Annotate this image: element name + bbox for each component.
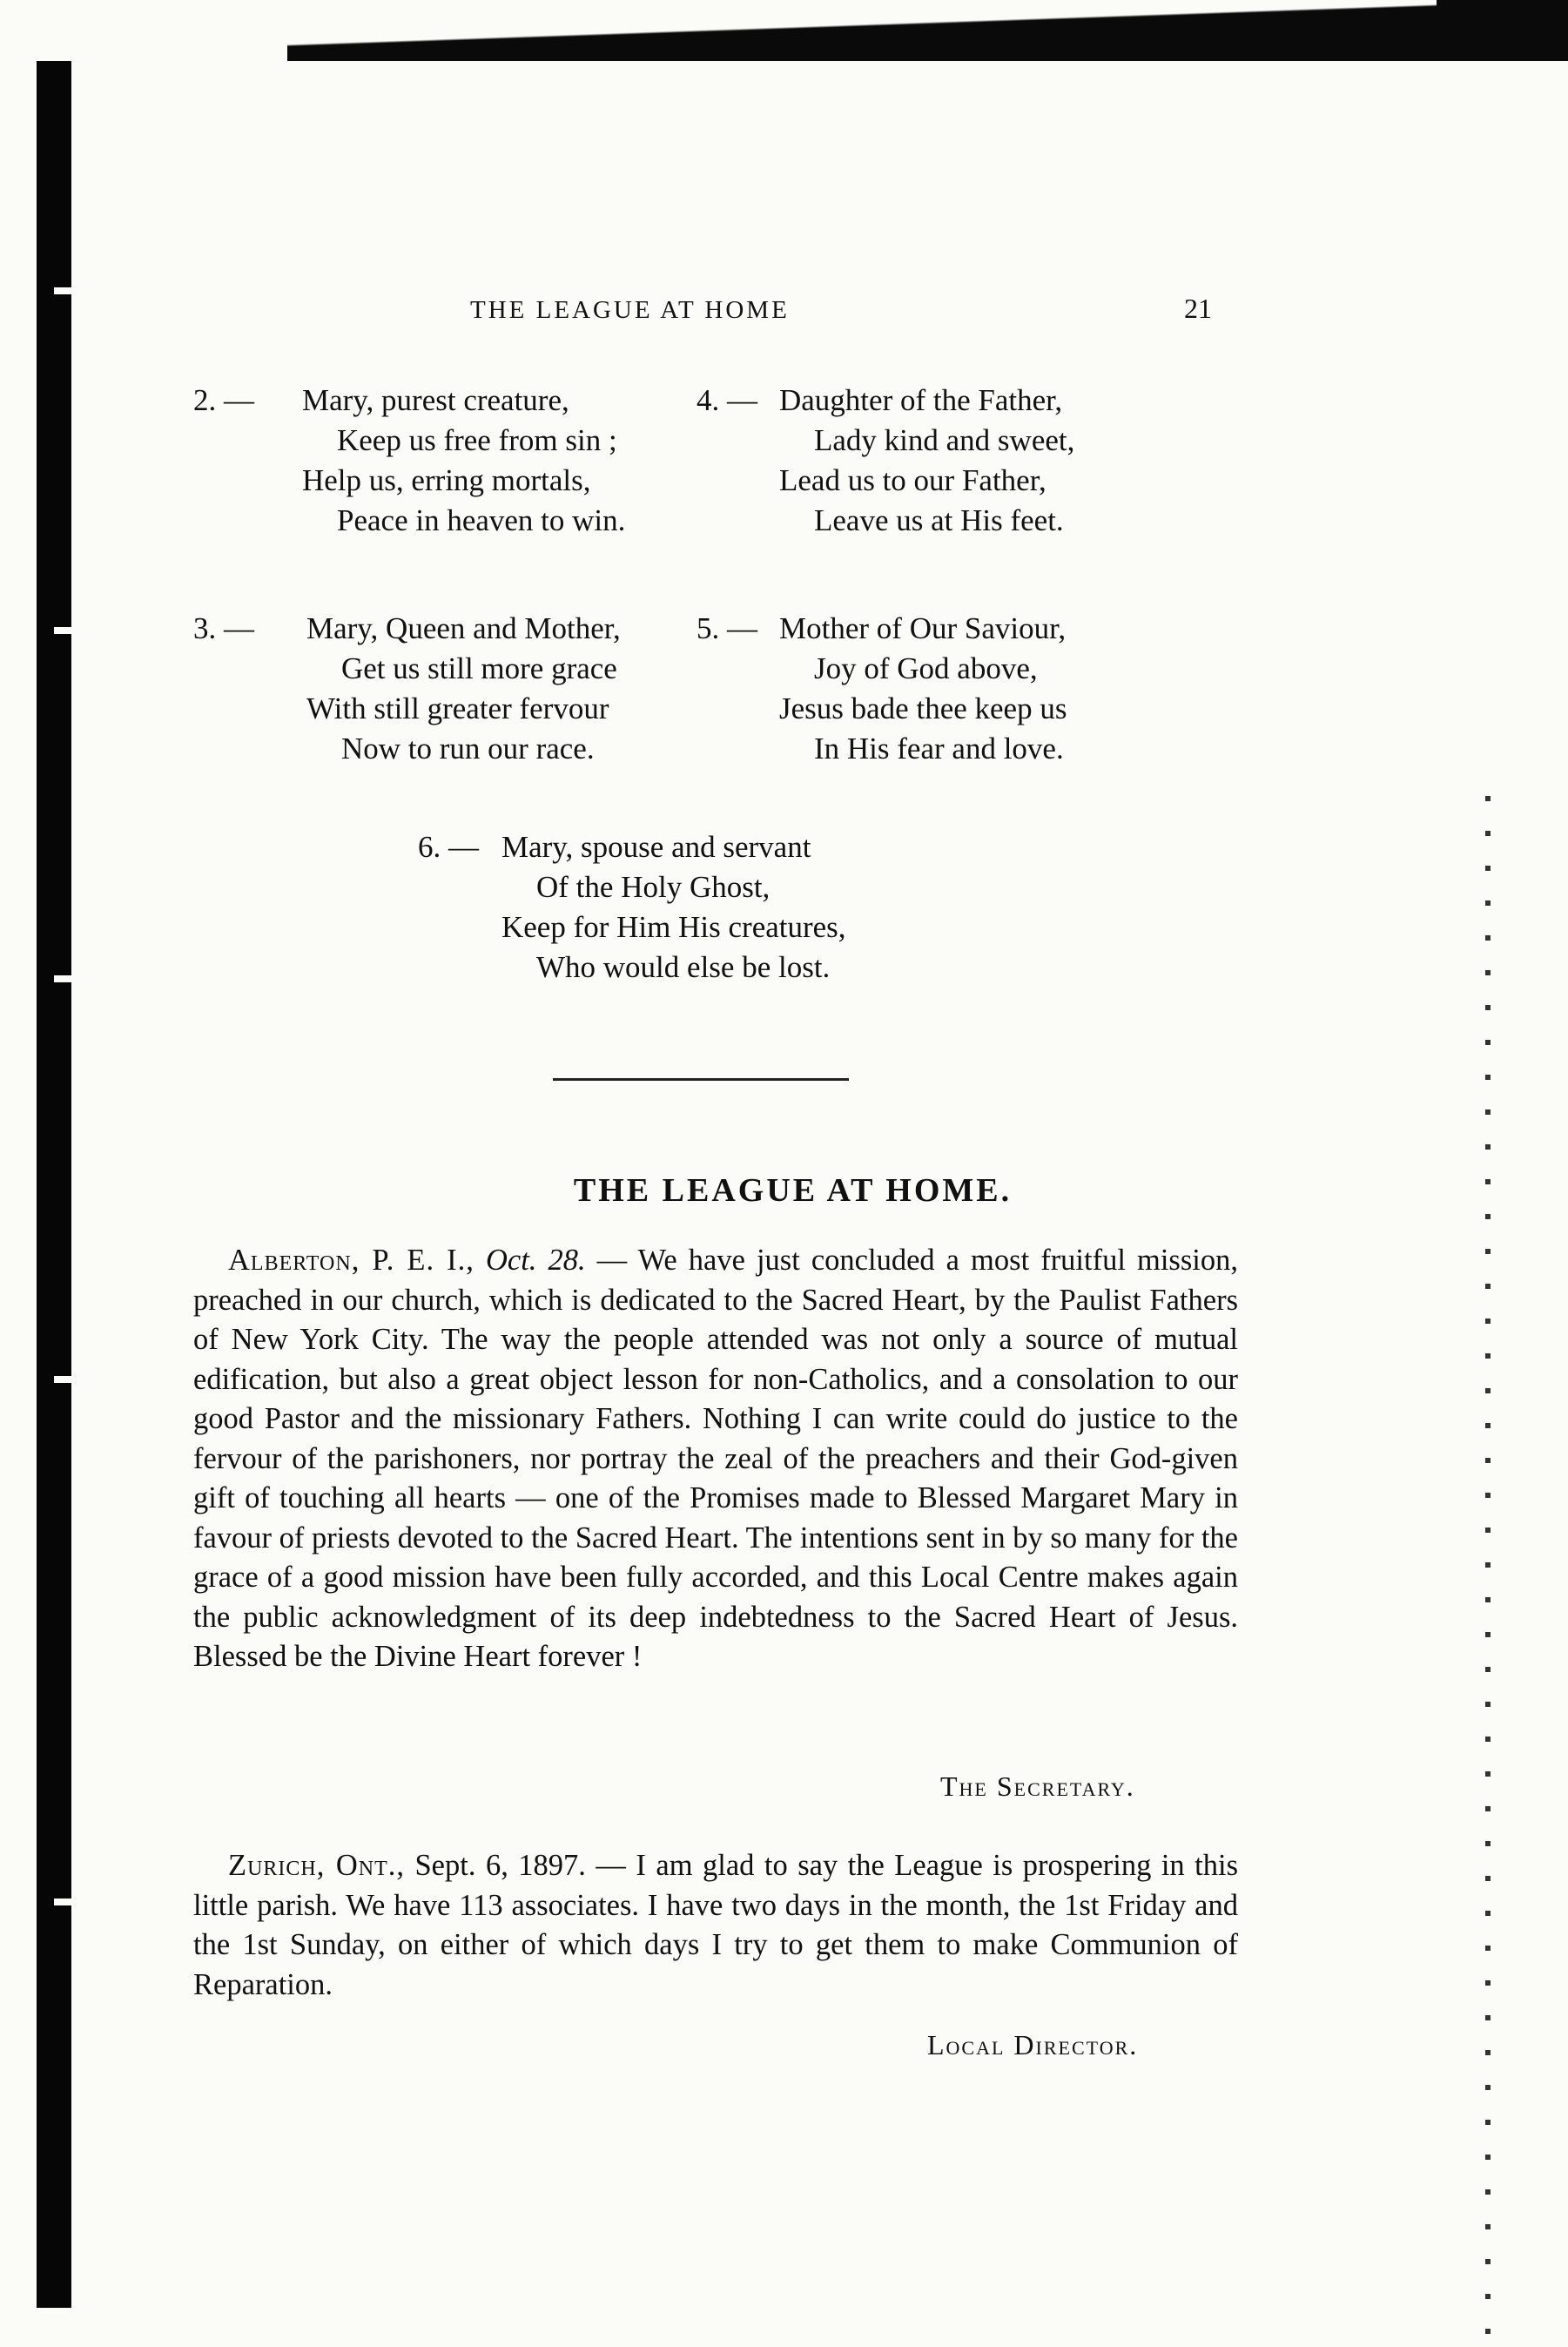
hymn-verse-2	[193, 381, 625, 541]
hymn-verse-3	[193, 609, 621, 769]
verse-number: 4. —	[697, 383, 757, 417]
verse-line: Keep us free from sin ;	[337, 423, 617, 457]
verse-line: Get us still more grace	[341, 651, 617, 685]
hymn-verse-5	[697, 609, 1067, 769]
verse-line: Jesus bade thee keep us	[779, 691, 1067, 725]
section-title: THE LEAGUE AT HOME.	[573, 1172, 1013, 1209]
verse-number: 5. —	[697, 611, 757, 645]
verse-line: With still greater fervour	[306, 691, 609, 725]
hymn-verse-4	[697, 381, 1074, 541]
section-divider	[553, 1078, 849, 1081]
verse-line: Mary, spouse and servant	[501, 830, 811, 864]
verse-line: Lady kind and sweet,	[814, 423, 1075, 457]
verse-line: Mother of Our Saviour,	[779, 611, 1067, 645]
report-paragraph	[193, 1241, 1238, 1677]
verse-line: Lead us to our Father,	[779, 463, 1046, 497]
report-alberton	[193, 1241, 1238, 1677]
report-body: — We have just concluded a most fruitful mission, preached in our church, which is dedicated to the Sacred Heart, by the Paulist Fathers of New York City. The way the people attended was not only a source of mutual edification, but also a great object lesson for non-Catholics, and a consolation to our good Pastor and the missionary Fathers. Nothing I can write could do justice to the fervour of the parishoners, nor portray the zeal of the preachers and their God-given gift of touching all hearts — one of the Promises made to Blessed Margaret Mary in favour of priests devoted to the Sacred Heart. The intentions sent in by so many for the grace of a good mission have been fully accorded, and this Local Centre makes again the public acknowledgment of its deep indebtedness to the Sacred Heart of Jesus. Blessed be the Divine Heart forever !	[193, 1244, 1238, 1673]
report-signature: The Secretary.	[940, 1770, 1135, 1802]
report-body: — I am glad to say the League is prospering in this little parish. We have 113 associates. I have two days in the month, the 1st Friday and the 1st Sunday, on either of which days I try to get them to make Communion of Reparation.	[193, 1849, 1239, 2001]
verse-line: Leave us at His feet.	[814, 503, 1064, 537]
running-head: THE LEAGUE AT HOME	[470, 296, 790, 324]
verse-number: 2. —	[193, 383, 254, 417]
report-date: Oct. 28.	[485, 1244, 586, 1277]
verse-line: Help us, erring mortals,	[302, 463, 591, 497]
verse-line: Mary, purest creature,	[302, 383, 569, 417]
verse-line: Peace in heaven to win.	[337, 503, 626, 537]
report-paragraph	[193, 1846, 1238, 2005]
verse-line: In His fear and love.	[814, 732, 1064, 765]
verse-line: Keep for Him His creatures,	[501, 910, 846, 944]
verse-line: Mary, Queen and Mother,	[306, 611, 621, 645]
hymn-verse-6	[418, 827, 846, 988]
verse-number: 6. —	[418, 830, 479, 864]
report-place: Alberton, P. E. I.,	[228, 1244, 474, 1277]
verse-line: Of the Holy Ghost,	[536, 870, 771, 904]
verse-line: Who would else be lost.	[536, 950, 831, 984]
verse-number: 3. —	[193, 611, 254, 645]
verse-line: Daughter of the Father,	[779, 383, 1063, 417]
verse-line: Now to run our race.	[341, 732, 595, 765]
report-zurich	[193, 1846, 1238, 2005]
report-place: Zurich, Ont.,	[228, 1849, 406, 1882]
page-number: 21	[1184, 293, 1212, 324]
verse-line: Joy of God above,	[814, 651, 1038, 685]
report-date: Sept. 6, 1897.	[414, 1849, 586, 1882]
report-signature: Local Director.	[927, 2029, 1139, 2060]
